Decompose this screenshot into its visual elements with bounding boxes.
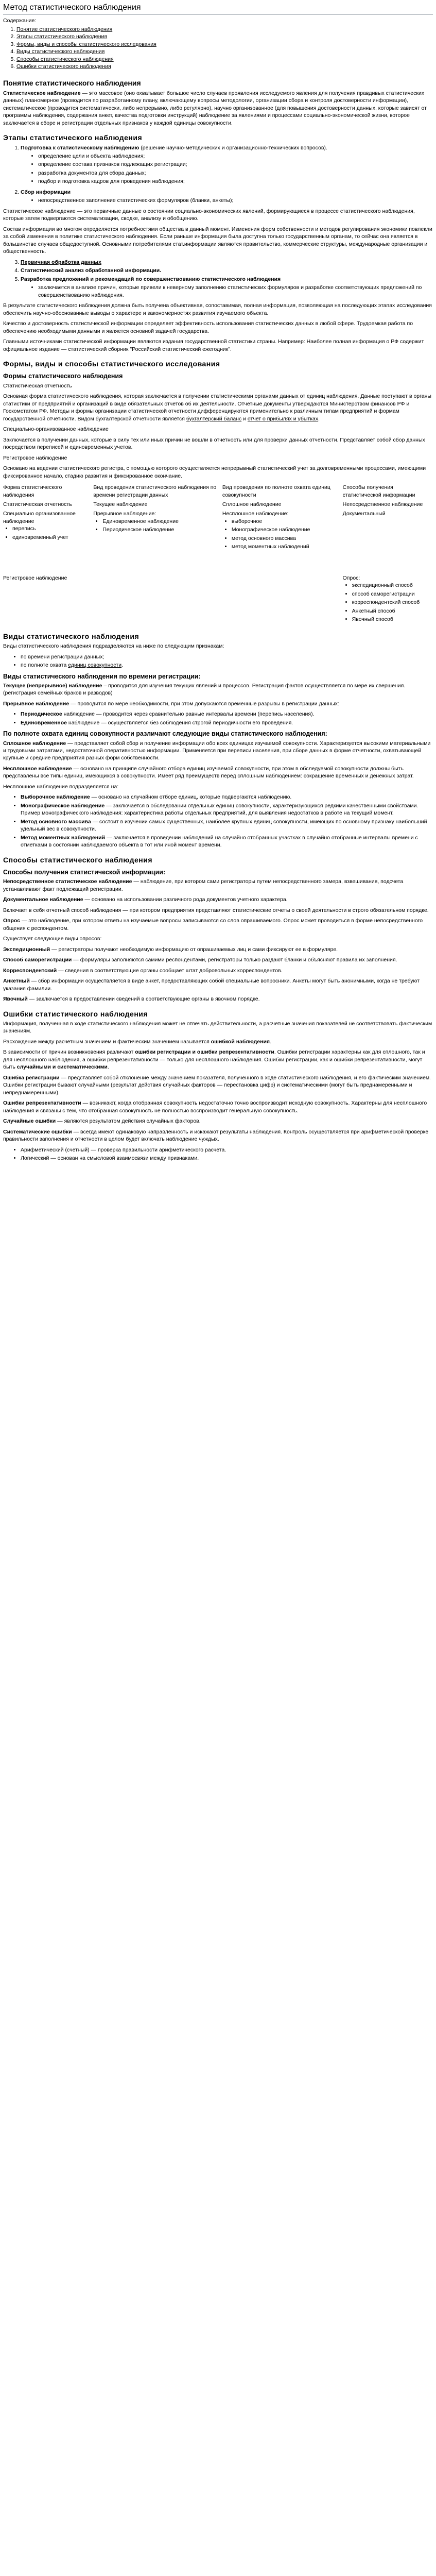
term: Монографическое наблюдение xyxy=(21,802,105,809)
list-item: • Периодическое наблюдение xyxy=(102,526,220,533)
list-item: • метод основного массива xyxy=(232,535,341,542)
term: Статистическое наблюдение xyxy=(3,90,81,96)
subheading: Формы статистического наблюдения xyxy=(3,372,123,380)
section-heading-concept: Понятие статистического наблюдения xyxy=(3,79,141,88)
table-cell xyxy=(93,509,222,552)
table-cell: Сплошное наблюдение xyxy=(222,501,282,507)
toc-item xyxy=(16,48,433,55)
list-item xyxy=(21,793,433,801)
list-item xyxy=(21,802,433,817)
paragraph xyxy=(3,1038,433,1045)
list-item: • Единовременное наблюдение xyxy=(102,518,220,525)
term: Анкетный xyxy=(3,978,30,985)
cell-list xyxy=(93,518,220,534)
paragraph: Существует следующие виды опросов: xyxy=(3,936,102,942)
table-cell: Вид проведения статистического наблюдения по времени регистрации данных xyxy=(93,484,217,498)
text: — основано на использовании различного рода документов учетного характера. xyxy=(83,896,288,903)
text: — основано на принципе случайного отбора единиц изучаемой совокупности, при этом в обследуемой совокупности должны быть представлены все типы единиц, имеющихся в совокупности. Имеет ряд преимуществ перед сплошным наблюдением: сокращение временных и денежных затрат. xyxy=(3,765,414,779)
paragraph: В результате статистического наблюдения должна быть получена объективная, сопоставимая, полная информация, позволяющая на последующих этапах исследования обеспечить научно-обоснованные выводы о характере и закономерностях развития изучаемого объекта. xyxy=(3,302,432,316)
stages-list xyxy=(3,144,433,205)
text: наблюдение — проводится через сравнительно равные интервалы времени (перепись населения). xyxy=(62,711,315,718)
paragraph: Состав информации во многом определяется потребностями общества в данный момент. Изменения форм собственности и методов регулирования экономики повлекли за собой изменения в политике статистического наблюдения. Если раньше информация была доступна только государственным органам, то сейчас она является в большинстве случаев общедоступной. Основными потребителями стат.информации являются правительство, коммерческие структуры, международные организации и общественность. xyxy=(3,226,432,255)
text: . Ошибки регистрации характерны как для сплошного, так и для несплошного наблюдения, а ошибки репрезентативности — только для несплошного наблюдения. Ошибки регистрации, как и ошибки репрезентативности, могут быть xyxy=(3,1049,425,1071)
text: по полноте охвата xyxy=(21,662,68,669)
table-cell: Непосредственное наблюдение xyxy=(342,501,423,507)
text: Расхождение между расчетным значением и фактическим значением называется xyxy=(3,1038,211,1045)
forms-table xyxy=(3,483,433,625)
list-item: • Монографическое наблюдение xyxy=(232,526,341,533)
text: В зависимости от причин возникновения различают xyxy=(3,1049,135,1056)
text: . xyxy=(121,662,124,669)
text: Специально организованное наблюдение xyxy=(3,511,76,524)
term: Опрос xyxy=(3,918,21,924)
table-row xyxy=(3,500,433,509)
term: Явочный xyxy=(3,996,28,1003)
stage-sublist xyxy=(21,284,433,299)
text: — представляет собой сбор и получение информации обо всех единицах изучаемой совокупности. Характеризуется высокими материальными и трудовыми затратами, недостаточной оперативностью информации. Применяется при переписи населения, при сборе данных в форме отчетности, охватывающей крупные и средние предприятия разных форм собственности. xyxy=(3,740,431,761)
paragraph xyxy=(3,967,433,974)
text: — заключается в обследовании отдельных единиц совокупности, характеризующихся редкими качественными свойствами. Пример монографического наблюдения: характеристика работы отдельных предприятий, для выявления недостатков в работе на текущий момент. xyxy=(21,802,418,817)
form-title: Специально-организованное наблюдение xyxy=(3,426,109,433)
term: Несплошное наблюдение xyxy=(3,765,72,772)
table-cell: Документальный xyxy=(342,511,386,517)
paragraph: Статистическое наблюдение — это первичные данные о состоянии социально-экономических явлений, формирующиеся в процессе статистического наблюдения, которые затем подвергаются систематизации, сводке, анализу и обобщению. xyxy=(3,208,415,222)
paragraph xyxy=(3,1128,433,1143)
table-cell: Вид проведения по полноте охвата единиц совокупности xyxy=(222,484,330,498)
link-balance-sheet[interactable]: бухгалтерский баланс xyxy=(186,415,242,422)
form-title: Регистровое наблюдение xyxy=(3,454,67,461)
paragraph xyxy=(3,896,433,903)
text: Опрос: xyxy=(342,574,360,581)
stage-sublist xyxy=(21,197,433,204)
term: Единовременное xyxy=(21,719,67,726)
toc-link-concept[interactable]: Понятие статистического наблюдения xyxy=(16,26,113,32)
text: (решение научно-методических и организационно-технических вопросов). xyxy=(139,144,327,151)
partial-types-list xyxy=(3,793,433,849)
page-title: Метод статистического наблюдения xyxy=(3,2,433,15)
paragraph: Включает в себя отчетный способ наблюдения — при котором предприятия представляют статистические отчеты о своей деятельности в строго обязательном порядке. xyxy=(3,907,429,913)
term: Метод моментных наблюдений xyxy=(21,834,106,841)
toc-link-types[interactable]: Виды статистического наблюдения xyxy=(16,48,105,55)
list-item xyxy=(21,834,433,849)
text: — состоит в изучении самых существенных, наиболее крупных единиц совокупности, имеющих по основному признаку наибольший удельный вес в совокупности. xyxy=(21,818,427,833)
paragraph xyxy=(3,878,433,893)
term: Экспедиционный xyxy=(3,946,50,953)
paragraph xyxy=(3,995,433,1003)
stages-list-cont xyxy=(3,259,433,299)
text: . xyxy=(107,1064,109,1071)
cell-list xyxy=(343,582,431,623)
section-heading-stages: Этапы статистического наблюдения xyxy=(3,133,143,142)
table-cell xyxy=(343,553,433,625)
list-item: • способ саморегистрации xyxy=(352,590,431,598)
section-heading-types: Виды статистического наблюдения xyxy=(3,632,139,640)
spacer xyxy=(343,554,431,574)
text: — сбор информации осуществляется в виде анкет, предоставляющих собой специальные вопросники. Анкеты могут быть анонимными, когда не требуют указания фамилии. xyxy=(3,978,420,992)
paragraph xyxy=(3,393,433,422)
list-item: • подбор и подготовка кадров для проведения наблюдения; xyxy=(38,178,433,185)
table-row xyxy=(3,553,433,625)
paragraph xyxy=(3,977,433,992)
text: Основная форма статистического наблюдения, которая заключается в получении статистическими органами данных от единиц наблюдения. Данные поступают в органы статистики от предприятий и организаций в виде обязательных отчетов об их деятельности. Отчетные документы утверждаются Министерством финансов РФ и Госкомстатом РФ. Методы и формы организации статистической отчетности дифференцируются применительно к различным типам предприятий и формам государственной отчетности. Видом бухгалтерской отчетности является xyxy=(3,393,431,422)
text: — регистраторы получают необходимую информацию от опрашиваемых лиц и сами фиксируют ее в формуляре. xyxy=(50,946,338,953)
paragraph xyxy=(3,90,433,127)
term: Систематические ошибки xyxy=(3,1128,72,1135)
toc-link-methods[interactable]: Способы статистического наблюдения xyxy=(16,56,114,62)
table-cell xyxy=(93,553,222,625)
toc-item xyxy=(16,33,433,40)
section-heading-errors: Ошибки статистического наблюдения xyxy=(3,1009,148,1018)
list-item: • экспедиционный способ xyxy=(352,582,431,589)
stage-item xyxy=(21,267,433,274)
term: Корреспондентский xyxy=(3,967,57,974)
table-cell xyxy=(222,509,343,552)
term: Периодическое xyxy=(21,711,62,718)
text: — это массовое (оно охватывает большое число случаев проявления исследуемого явления для получения правдивых статистических данных) планомерное (проводится по разработанному плану, включающему вопросы методологии, организации сбора и контроля достоверности информации), систематическое (проводится систематически, либо непрерывно, либо регулярно), научно организованное (для повышения достоверности данных, которые зависят от программы наблюдения, содержания анкет, качества подготовки инструкций) наблюдение за явлениями и процессами социально-экономической жизни, которое заключается в сборе и регистрации отдельных признаков у каждой единицы совокупности. xyxy=(3,90,427,126)
text: Прерывное наблюдение: xyxy=(93,511,156,517)
list-item xyxy=(21,719,433,726)
text: наблюдение — осуществляется без соблюдения строгой периодичности его проведения. xyxy=(67,719,293,726)
paragraph xyxy=(3,917,433,932)
link-population-units[interactable]: единиц совокупности xyxy=(68,662,122,669)
text: — основано на случайном отборе единиц, которые подвергаются наблюдению. xyxy=(90,794,292,801)
term: Сплошное наблюдение xyxy=(3,740,66,747)
text: . xyxy=(318,415,320,422)
list-item xyxy=(21,818,433,833)
stage-item xyxy=(21,259,433,266)
text: — являются результатом действия случайных факторов. xyxy=(56,1118,201,1125)
table-row xyxy=(3,483,433,500)
toc-link-stages[interactable]: Этапы статистического наблюдения xyxy=(16,33,108,40)
table-cell xyxy=(3,553,93,625)
paragraph xyxy=(3,956,433,963)
text: — это наблюдение, при котором ответы на изучаемые вопросы записываются со слов опрашиваемого. Опрос может проводиться в форме непосредственного общения с респондентом. xyxy=(3,918,423,931)
table-cell: Способы получения статистической информации xyxy=(342,484,415,498)
cell-list xyxy=(222,518,341,551)
term: Ошибки репрезентативности xyxy=(3,1100,81,1107)
spacer xyxy=(3,554,91,574)
list-item: • единовременный учет xyxy=(12,534,91,541)
list-item: • Анкетный способ xyxy=(352,607,431,615)
stage-title: Первичная обработка данных xyxy=(21,259,101,265)
list-item: • Арифметический (счетный) — проверка правильности арифметического расчета. xyxy=(21,1146,433,1154)
table-row xyxy=(3,509,433,552)
text: — заключается в предоставлении сведений в соответствующие органы в явочном порядке. xyxy=(27,996,260,1003)
table-cell: Статистическая отчетность xyxy=(3,501,72,507)
paragraph: Виды статистического наблюдения подразделяются на ниже по следующим признакам: xyxy=(3,643,224,650)
paragraph xyxy=(3,765,433,780)
text: — представляет собой отклонение между значением показателя, полученного в ходе статистического наблюдения, и его фактическим значением. Ошибки регистрации бывают случайными (результат действия случайных факторов — перестановка цифр) и систематическими (могут быть преднамеренными и непреднамеренными). xyxy=(3,1074,431,1096)
text: – проводится для изучения текущих явлений и процессов. Регистрация фактов осуществляется по мере их свершения. (регистрация семейных браков и разводов) xyxy=(3,682,406,697)
term: Способ саморегистрации xyxy=(3,957,72,963)
table-cell xyxy=(3,509,93,552)
paragraph: Основано на ведении статистического регистра, с помощью которого осуществляется непрерывный статистический учет за долговременными процессами, имеющими фиксированное начало, стадию развития и фиксированное окончание. xyxy=(3,465,426,479)
list-item: • выборочное xyxy=(232,518,341,525)
stage-title: Подготовка к статистическому наблюдению xyxy=(21,144,139,151)
stage-item xyxy=(21,189,433,205)
section-heading-forms: Формы, виды и способы статистического исследования xyxy=(3,360,220,368)
term: случайными и систематическими xyxy=(16,1064,108,1071)
list-item: • непосредственное заполнение статистических формуляров (бланки, анкеты); xyxy=(38,197,433,204)
toc-item xyxy=(16,26,433,33)
term: Метод основного массива xyxy=(21,818,91,825)
stage-title: Сбор информации xyxy=(21,189,71,195)
text: — формуляры заполняются самими респондентами, регистраторы только раздают бланки и объясняют правила их заполнения. xyxy=(72,957,397,963)
list-item xyxy=(21,710,433,718)
term: Выборочное наблюдение xyxy=(21,794,90,801)
paragraph: Несплошное наблюдение подразделяется на: xyxy=(3,783,119,790)
toc-link-errors[interactable]: Ошибки статистического наблюдения xyxy=(16,63,111,70)
paragraph xyxy=(3,1117,433,1125)
stage-title: Статистический анализ обработанной информации. xyxy=(21,267,162,274)
paragraph: Информация, полученная в ходе статистического наблюдения может не отвечать действительности, а расчетные значения показателей не соответствовать фактическим значениям. xyxy=(3,1020,432,1035)
text: . xyxy=(270,1038,271,1045)
section-heading-methods: Способы статистического наблюдения xyxy=(3,855,152,864)
stage-item xyxy=(21,276,433,299)
term: Прерывное наблюдение xyxy=(3,700,69,707)
paragraph xyxy=(3,1074,433,1096)
form-title: Статистическая отчетность xyxy=(3,382,72,389)
types-criteria-list xyxy=(3,653,433,669)
text: — заключается в проведении наблюдений на случайно отобранных участках в случайно отобранные интервалы времени с отметками в состоянии наблюдаемого объекта в тот или иной момент времени. xyxy=(21,834,418,849)
list-item: • Явочный способ xyxy=(352,616,431,623)
term: Документальное наблюдение xyxy=(3,896,83,903)
list-item: • корреспондентский способ xyxy=(352,599,431,606)
term: Ошибка регистрации xyxy=(3,1074,60,1081)
text: — возникают, когда отобранная совокупность недостаточно точно воспроизводит исходную совокупность. Характерны для несплошного наблюдения и связаны с тем, что отобранная совокупность не полностью воспроизводит генеральную совокупность. xyxy=(3,1100,427,1114)
paragraph xyxy=(3,946,433,953)
cell-list xyxy=(3,525,91,541)
link-profit-loss[interactable]: отчет о прибылях и убытках xyxy=(247,415,319,422)
toc-item xyxy=(16,56,433,63)
paragraph xyxy=(3,700,433,707)
text: и xyxy=(241,415,248,422)
list-item: • метод моментных наблюдений xyxy=(232,543,341,550)
control-list xyxy=(3,1146,433,1162)
paragraph: Качество и достоверность статистической информации определяет эффективность использования статистических данных в любой сфере. Трудоемкая работа по обеспечению необходимыми данными и является основной задачей государства. xyxy=(3,320,413,334)
list-item: • перепись xyxy=(12,525,91,532)
table-cell: Текущее наблюдение xyxy=(93,501,148,507)
list-item: • определение состава признаков подлежащих регистрации; xyxy=(38,161,433,168)
toc-item xyxy=(16,41,433,48)
paragraph xyxy=(3,1048,433,1071)
list-item: • по времени регистрации данных; xyxy=(21,653,433,660)
term: ошибкой наблюдения xyxy=(211,1038,270,1045)
interval-types-list xyxy=(3,710,433,726)
text: — наблюдение, при котором сами регистраторы путем непосредственного замера, взвешивания, подсчета устанавливают факт подлежащий регистрации. xyxy=(3,878,404,892)
toc-link-forms[interactable]: Формы, виды и способы статистического исследования xyxy=(16,41,156,47)
paragraph xyxy=(3,682,433,697)
list-item: • разработка документов для сбора данных; xyxy=(38,170,433,177)
paragraph: Главными источниками статистической информации являются издания государственной статистики страны. Например: Наиболее полная информация о РФ содержит официальное издание — статистический сборник "Российский статистический ежегодник". xyxy=(3,338,424,352)
text: — всегда имеют одинаковую направленность и искажают результаты наблюдения. Контроль осуществляется при арифметической проверке правильности заполнения и отчетности в целом будет включать наблюдение чуждых. xyxy=(3,1128,429,1143)
text: Регистровое наблюдение xyxy=(3,574,67,581)
list-item: • Логический — основан на смысловой взаимосвязи между признаками. xyxy=(21,1155,433,1162)
term: Текущее (непрерывное) наблюдение xyxy=(3,682,102,689)
paragraph xyxy=(3,740,433,762)
paragraph xyxy=(3,1099,433,1114)
subheading: По полноте охвата единиц совокупности различают следующие виды статистического наблюдения: xyxy=(3,730,327,738)
paragraph: Заключается в получении данных, которые в силу тех или иных причин не вошли в отчетность или для проверки данных отчетности. Представляет собой сбор данных посредством переписей и единовременных учетов. xyxy=(3,436,425,451)
list-item: • заключается в анализе причин, которые привели к неверному заполнению статистических формуляров и разработке соответствующих предложений по совершенствованию наблюдения. xyxy=(38,284,433,299)
table-of-contents xyxy=(3,26,433,71)
stage-item xyxy=(21,144,433,185)
text: — проводится по мере необходимости, при этом допускаются временные разрывы в регистрации данных: xyxy=(69,700,339,707)
list-item xyxy=(21,662,433,669)
subheading: Виды статистического наблюдения по времени регистрации: xyxy=(3,672,201,680)
toc-heading: Содержание: xyxy=(3,18,37,24)
term: ошибки регистрации и ошибки репрезентативности xyxy=(135,1049,274,1056)
list-item: • определение цели и объекта наблюдения; xyxy=(38,152,433,160)
text: Несплошное наблюдение: xyxy=(222,511,289,517)
table-cell xyxy=(222,553,343,625)
stage-sublist xyxy=(21,152,433,185)
term: Непосредственное статистическое наблюдение xyxy=(3,878,132,885)
toc-item xyxy=(16,63,433,70)
table-cell: Форма статистического наблюдения xyxy=(3,484,62,498)
document-page xyxy=(0,0,436,1170)
subheading: Способы получения статистической информации: xyxy=(3,869,166,876)
stage-title: Разработка предложений и рекомендаций по совершенствованию статистического наблюдения xyxy=(21,276,281,282)
term: Случайные ошибки xyxy=(3,1118,56,1125)
text: — сведения в соответствующие органы сообщает штат добровольных корреспондентов. xyxy=(57,967,283,974)
